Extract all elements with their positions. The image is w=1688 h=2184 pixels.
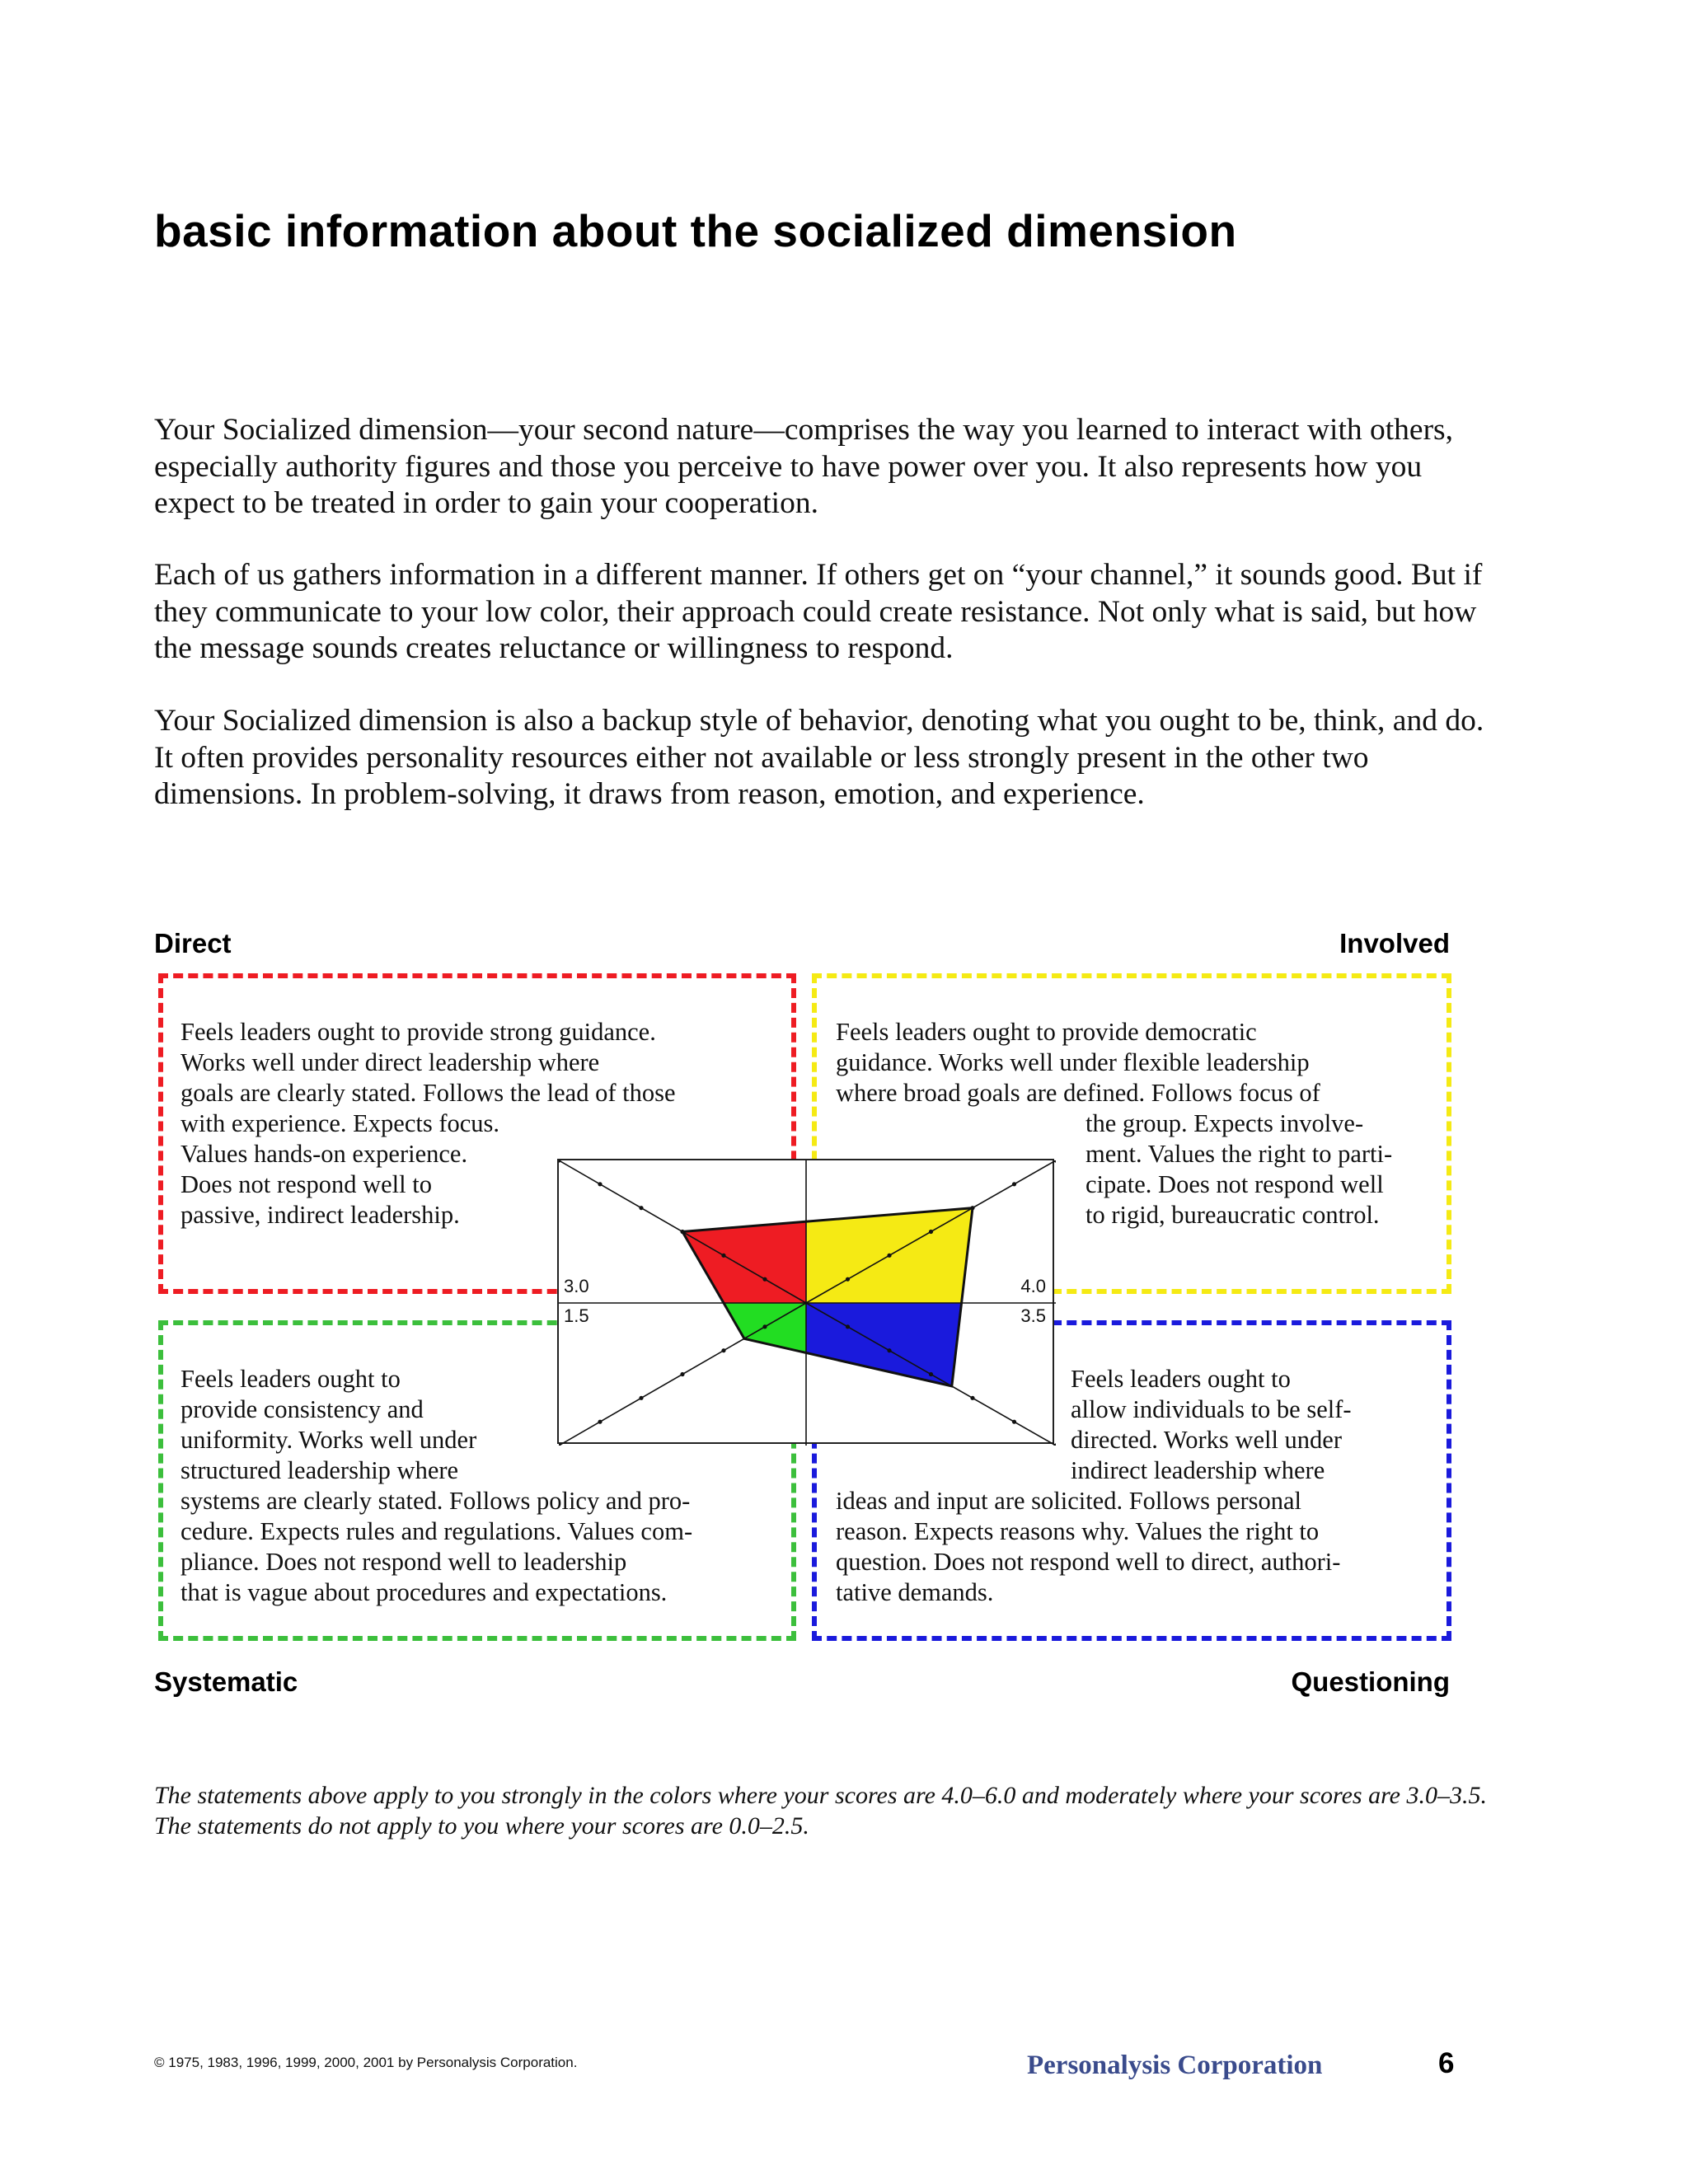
direct-axis-tick — [598, 1182, 602, 1186]
systematic-quadrant-text-bottom — [181, 1486, 692, 1608]
systematic-axis-tick — [721, 1348, 725, 1352]
direct-line: Does not respond well to — [181, 1170, 432, 1198]
systematic-axis-tick — [762, 1324, 767, 1329]
involved-line: where broad goals are defined. Follows focus of — [836, 1079, 1320, 1107]
involved-axis-tick — [887, 1254, 891, 1258]
involved-line: Feels leaders ought to provide democratic — [836, 1018, 1257, 1046]
questioning-line: question. Does not respond well to direct, authori- — [836, 1548, 1341, 1576]
systematic-line: pliance. Does not respond well to leadership — [181, 1548, 627, 1576]
direct-axis-tick — [639, 1206, 643, 1210]
systematic-line: structured leadership where — [181, 1456, 459, 1484]
backup-style-paragraph: Your Socialized dimension is also a backup style of behavior, denoting what you ought to be, think, and do. It often provides personality resources either not available or less strongly present in the other two dimensions. In problem-solving, it draws from reason, emotion, and experience. — [154, 704, 1484, 811]
systematic-score-label: 1.5 — [564, 1305, 589, 1326]
channel-paragraph: Each of us gathers information in a different manner. If others get on “your channel,” it sounds good. But if they communicate to your low color, their approach could create resistance. Not only what is said, but how the message sounds creates reluctance or willingness to respond. — [154, 558, 1483, 665]
systematic-line: systems are clearly stated. Follows policy and pro- — [181, 1487, 691, 1515]
questioning-sector — [806, 1303, 962, 1386]
brand-name: Personalysis Corporation — [1027, 2050, 1323, 2080]
questioning-axis-tick — [1053, 1443, 1056, 1446]
involved-line: guidance. Works well under flexible leadership — [836, 1048, 1310, 1076]
questioning-axis-tick — [970, 1396, 974, 1400]
questioning-line: directed. Works well under — [1071, 1426, 1342, 1454]
direct-line: Values hands-on experience. — [181, 1140, 468, 1168]
intro-paragraph: Your Socialized dimension—your second nature—comprises the way you learned to interact with others, especially authority figures and those you perceive to have power over you. It also represents how you expect to be treated in order to gain your cooperation. — [154, 413, 1454, 520]
systematic-line: provide consistency and — [181, 1395, 424, 1423]
systematic-line: cedure. Expects rules and regulations. Values com- — [181, 1517, 693, 1545]
questioning-line: Feels leaders ought to — [1071, 1365, 1291, 1393]
involved-line: to rigid, bureaucratic control. — [1085, 1201, 1380, 1229]
score-chart — [557, 1159, 1054, 1444]
questioning-label: Questioning — [1291, 1666, 1450, 1697]
systematic-axis-tick — [680, 1372, 684, 1376]
involved-line: the group. Expects involve- — [1085, 1109, 1364, 1137]
involved-line: cipate. Does not respond well — [1085, 1170, 1384, 1198]
systematic-line: that is vague about procedures and expectations. — [181, 1578, 668, 1606]
questioning-quadrant-text-bottom — [836, 1486, 1340, 1608]
direct-line: Works well under direct leadership where — [181, 1048, 600, 1076]
page-number: 6 — [1438, 2047, 1455, 2079]
involved-score-label: 4.0 — [1020, 1276, 1046, 1296]
direct-line: with experience. Expects focus. — [181, 1109, 500, 1137]
direct-axis-tick — [721, 1254, 725, 1258]
questioning-line: allow individuals to be self- — [1071, 1395, 1352, 1423]
questioning-line: ideas and input are solicited. Follows personal — [836, 1487, 1301, 1515]
questioning-axis-tick — [1012, 1420, 1016, 1424]
questioning-axis-tick — [846, 1324, 850, 1329]
involved-quadrant-text-right — [1085, 1108, 1392, 1230]
direct-axis-tick — [762, 1277, 767, 1282]
systematic-line: Feels leaders ought to — [181, 1365, 401, 1393]
direct-axis-tick — [559, 1160, 561, 1163]
questioning-axis-tick — [887, 1348, 891, 1352]
involved-axis-tick — [929, 1230, 933, 1234]
questioning-axis-tick — [929, 1372, 933, 1376]
involved-label: Involved — [1339, 928, 1450, 958]
score-note: The statements above apply to you strongly in the colors where your scores are 4.0–6.0 and moderately where your scores are 3.0–3.5. The statements do not apply to you where your scores are 0.0–2.5. — [154, 1782, 1487, 1840]
systematic-axis-tick — [559, 1443, 561, 1446]
questioning-line: indirect leadership where — [1071, 1456, 1325, 1484]
questioning-score-label: 3.5 — [1020, 1305, 1046, 1326]
systematic-axis-tick — [598, 1420, 602, 1424]
questioning-line: reason. Expects reasons why. Values the right to — [836, 1517, 1320, 1545]
involved-axis-tick — [1053, 1160, 1056, 1163]
involved-axis-tick — [846, 1277, 850, 1282]
direct-line: Feels leaders ought to provide strong guidance. — [181, 1018, 656, 1046]
copyright: © 1975, 1983, 1996, 1999, 2000, 2001 by Personalysis Corporation. — [154, 2055, 578, 2070]
questioning-line: tative demands. — [836, 1578, 994, 1606]
involved-line: ment. Values the right to parti- — [1085, 1140, 1393, 1168]
involved-axis-tick — [1012, 1182, 1016, 1186]
direct-score-label: 3.0 — [564, 1276, 589, 1296]
systematic-line: uniformity. Works well under — [181, 1426, 477, 1454]
systematic-quadrant-text-left — [181, 1364, 476, 1486]
direct-line: goals are clearly stated. Follows the lead of those — [181, 1079, 676, 1107]
direct-line: passive, indirect leadership. — [181, 1201, 460, 1229]
systematic-label: Systematic — [154, 1666, 298, 1697]
page-title: basic information about the socialized dimension — [154, 205, 1237, 256]
score-chart-svg — [559, 1160, 1056, 1446]
involved-quadrant-text-top — [836, 1017, 1320, 1108]
systematic-axis-tick — [639, 1396, 643, 1400]
direct-label: Direct — [154, 928, 232, 958]
questioning-quadrant-text-right — [1071, 1364, 1352, 1486]
